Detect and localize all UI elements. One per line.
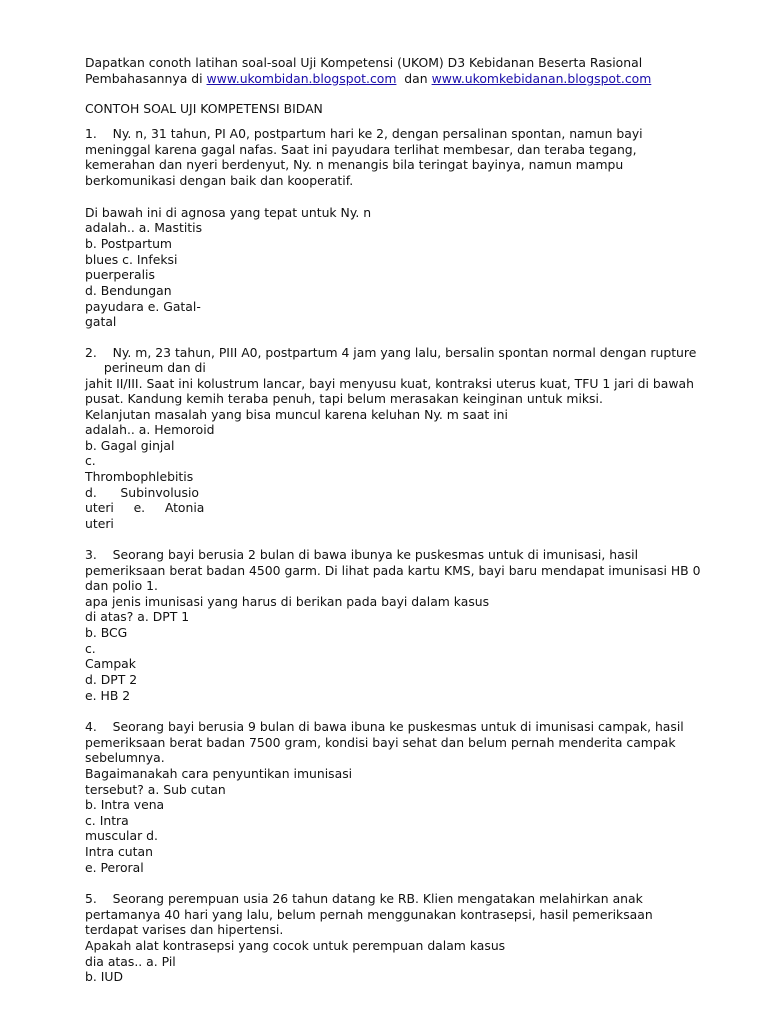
document-heading: CONTOH SOAL UJI KOMPETENSI BIDAN bbox=[85, 101, 323, 116]
question-2-line: b. Gagal ginjal bbox=[85, 438, 175, 453]
question-1-line: puerperalis bbox=[85, 267, 155, 282]
question-1-line: Di bawah ini di agnosa yang tepat untuk Ny. n bbox=[85, 205, 372, 220]
question-5-line: pertamanya 40 hari yang lalu, belum pernah menggunakan kontrasepsi, hasil pemeriksaan bbox=[85, 907, 653, 922]
question-4-line: Bagaimanakah cara penyuntikan imunisasi bbox=[85, 766, 353, 781]
question-3-line: b. BCG bbox=[85, 625, 128, 640]
question-5-line: dia atas.. a. Pil bbox=[85, 954, 176, 969]
question-2-line: d. Subinvolusio bbox=[85, 485, 200, 500]
question-2-line: 2. Ny. m, 23 tahun, PIII A0, postpartum 4 jam yang lalu, bersalin spontan normal dengan rupture bbox=[85, 345, 697, 360]
question-2-line: pusat. Kandung kemih teraba penuh, tapi belum merasakan keinginan untuk miksi. bbox=[85, 391, 603, 406]
question-4-line: b. Intra vena bbox=[85, 797, 165, 812]
question-3-line: di atas? a. DPT 1 bbox=[85, 609, 190, 624]
question-4-line: muscular d. bbox=[85, 828, 158, 843]
intro-prefix-text: Pembahasannya di bbox=[85, 71, 207, 86]
question-2-line: uteri bbox=[85, 516, 114, 531]
question-2-line: jahit II/III. Saat ini kolustrum lancar, bayi menyusu kuat, kontraksi uterus kuat, TFU 1 jari di bawah bbox=[85, 376, 694, 391]
question-1-line: blues c. Infeksi bbox=[85, 252, 178, 267]
ukomkebidanan-link[interactable]: www.ukomkebidanan.blogspot.com bbox=[431, 71, 652, 86]
question-3-line: dan polio 1. bbox=[85, 578, 158, 593]
question-4-line: tersebut? a. Sub cutan bbox=[85, 782, 226, 797]
intro-and-text: dan bbox=[396, 71, 432, 86]
question-5-line: b. IUD bbox=[85, 969, 124, 984]
question-2-line: Thrombophlebitis bbox=[85, 469, 194, 484]
question-3-line: apa jenis imunisasi yang harus di berikan pada bayi dalam kasus bbox=[85, 594, 490, 609]
question-1-line: gatal bbox=[85, 314, 117, 329]
question-3-line: d. DPT 2 bbox=[85, 672, 138, 687]
question-3-line: Campak bbox=[85, 656, 136, 671]
question-4-line: c. Intra bbox=[85, 813, 129, 828]
question-4-line: Intra cutan bbox=[85, 844, 153, 859]
question-1-line: adalah.. a. Mastitis bbox=[85, 220, 203, 235]
question-1-line: berkomunikasi dengan baik dan kooperatif. bbox=[85, 173, 354, 188]
question-3-line: e. HB 2 bbox=[85, 688, 131, 703]
question-4-line: sebelumnya. bbox=[85, 750, 165, 765]
question-3-line: 3. Seorang bayi berusia 2 bulan di bawa ibunya ke puskesmas untuk di imunisasi, hasil bbox=[85, 547, 639, 562]
question-4-line: e. Peroral bbox=[85, 860, 144, 875]
question-2-line: uteri e. Atonia bbox=[85, 500, 205, 515]
question-1-line: d. Bendungan bbox=[85, 283, 172, 298]
question-5-line: 5. Seorang perempuan usia 26 tahun datang ke RB. Klien mengatakan melahirkan anak bbox=[85, 891, 643, 906]
question-1-line: kemerahan dan nyeri berdenyut, Ny. n menangis bila teringat bayinya, namun mampu bbox=[85, 157, 624, 172]
question-2-line: Kelanjutan masalah yang bisa muncul karena keluhan Ny. m saat ini bbox=[85, 407, 508, 422]
question-2-line: c. bbox=[85, 453, 96, 468]
ukombidan-link[interactable]: www.ukombidan.blogspot.com bbox=[206, 71, 397, 86]
page-left-edge bbox=[0, 0, 14, 1024]
question-2-line: perineum dan di bbox=[96, 360, 206, 375]
question-3-line: pemeriksaan berat badan 4500 garm. Di lihat pada kartu KMS, bayi baru mendapat imunisasi HB 0 bbox=[85, 563, 701, 578]
question-4-line: pemeriksaan berat badan 7500 gram, kondisi bayi sehat dan belum pernah menderita campak bbox=[85, 735, 676, 750]
question-4-line: 4. Seorang bayi berusia 9 bulan di bawa ibuna ke puskesmas untuk di imunisasi campak, hasil bbox=[85, 719, 684, 734]
question-1-line: b. Postpartum bbox=[85, 236, 173, 251]
intro-line-1: Dapatkan conoth latihan soal-soal Uji Kompetensi (UKOM) D3 Kebidanan Beserta Rasional bbox=[85, 55, 643, 70]
question-1-line: payudara e. Gatal- bbox=[85, 299, 201, 314]
question-2-line: adalah.. a. Hemoroid bbox=[85, 422, 215, 437]
intro-line-2 bbox=[85, 71, 651, 86]
question-5-line: Apakah alat kontrasepsi yang cocok untuk perempuan dalam kasus bbox=[85, 938, 506, 953]
question-5-line: terdapat varises dan hipertensi. bbox=[85, 922, 284, 937]
question-3-line: c. bbox=[85, 641, 96, 656]
question-1-line: meninggal karena gagal nafas. Saat ini payudara terlihat membesar, dan teraba tegang, bbox=[85, 142, 637, 157]
question-1-line: 1. Ny. n, 31 tahun, PI A0, postpartum hari ke 2, dengan persalinan spontan, namun bayi bbox=[85, 126, 643, 141]
